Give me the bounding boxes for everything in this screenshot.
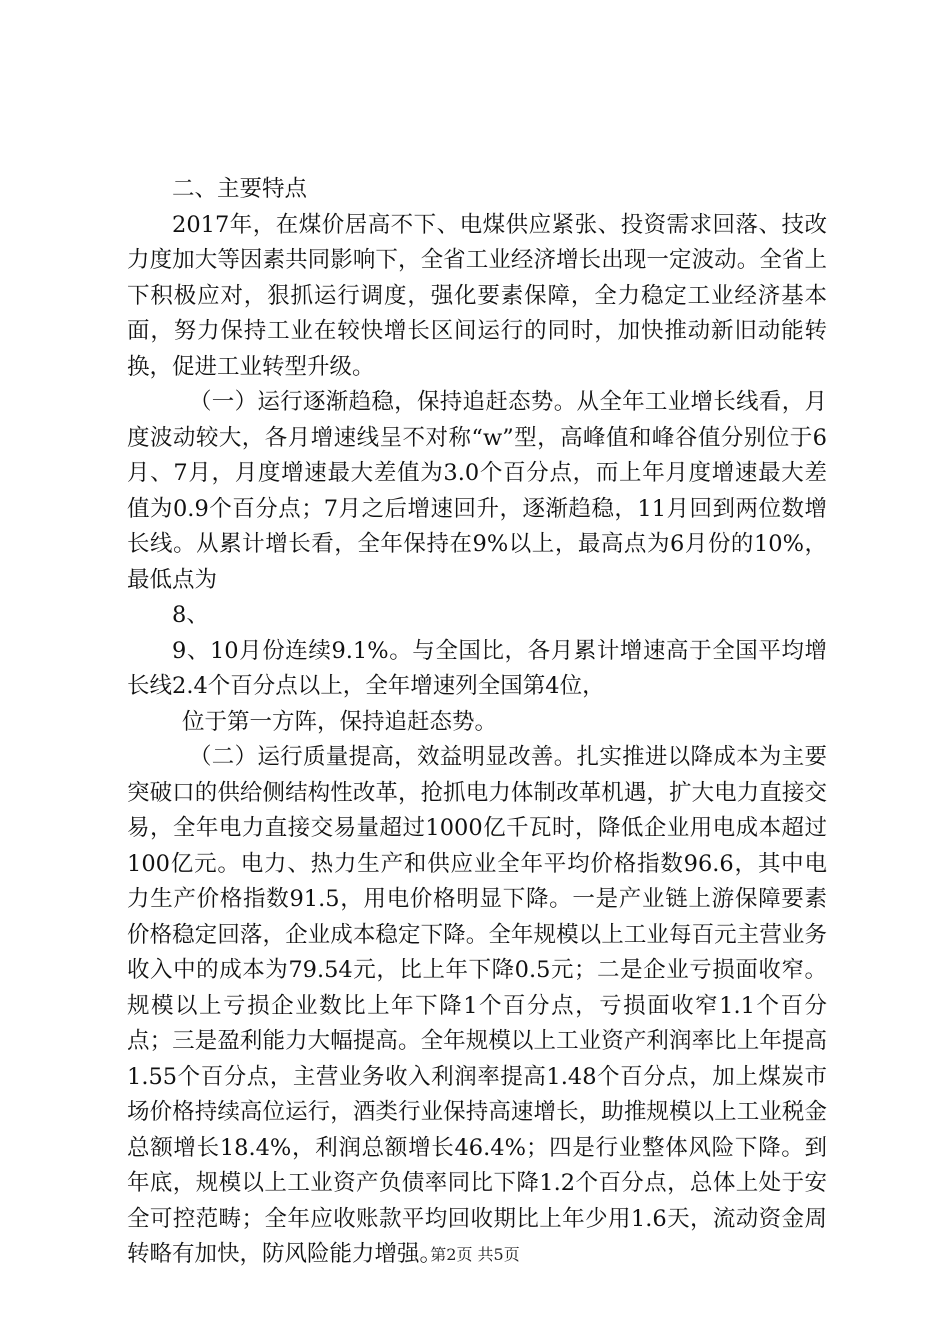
paragraph-section-one: （一）运行逐渐趋稳，保持追赶态势。从全年工业增长线看，月度波动较大，各月增速线呈不对称“w”型，高峰值和峰谷值分别位于6月、7月，月度增速最大差值为3.0个百分点，而上年月度增速最大差值为0.9个百分点；7月之后增速回升，逐渐趋稳，11月回到两位数增长线。从累计增长看，全年保持在9%以上，最高点为6月份的10%，最低点为 bbox=[127, 389, 827, 593]
paragraph-fragment-9-10: 9、10月份连续9.1%。与全国比，各月累计增速高于全国平均增长线2.4个百分点以上，全年增速列全国第4位， bbox=[127, 637, 827, 699]
section-heading: 二、主要特点 bbox=[172, 176, 308, 202]
paragraph-fragment-position: 位于第一方阵，保持追赶态势。 bbox=[182, 708, 498, 735]
paragraph-intro: 2017年，在煤价居高不下、电煤供应紧张、投资需求回落、技改力度加大等因素共同影响下，全省工业经济增长出现一定波动。全省上下积极应对，狠抓运行调度，强化要素保障，全力稳定工业经济基本面，努力保持工业在较快增长区间运行的同时，加快推动新旧动能转换，促进工业转型升级。 bbox=[127, 211, 827, 380]
document-body bbox=[127, 172, 827, 1273]
page-number-footer: 第2页 共5页 bbox=[430, 1245, 520, 1264]
paragraph-fragment-8: 8、 bbox=[172, 602, 209, 628]
paragraph-section-two: （二）运行质量提高，效益明显改善。扎实推进以降成本为主要突破口的供给侧结构性改革，抢抓电力体制改革机遇，扩大电力直接交易，全年电力直接交易量超过1000亿千瓦时，降低企业用电成本超过100亿元。电力、热力生产和供应业全年平均价格指数96.6，其中电力生产价格指数91.5，用电价格明显下降。一是产业链上游保障要素价格稳定回落，企业成本稳定下降。全年规模以上工业每百元主营业务收入中的成本为79.54元，比上年下降0.5元；二是企业亏损面收窄。规模以上亏损企业数比上年下降1个百分点，亏损面收窄1.1个百分点；三是盈利能力大幅提高。全年规模以上工业资产利润率比上年提高1.55个百分点，主营业务收入利润率提高1.48个百分点，加上煤炭市场价格持续高位运行，酒类行业保持高速增长，助推规模以上工业税金总额增长18.4%，利润总额增长46.4%；四是行业整体风险下降。到年底，规模以上工业资产负债率同比下降1.2个百分点，总体上处于安全可控范畴；全年应收账款平均回收期比上年少用1.6天，流动资金周转略有加快，防风险能力增强。 bbox=[127, 744, 827, 1267]
